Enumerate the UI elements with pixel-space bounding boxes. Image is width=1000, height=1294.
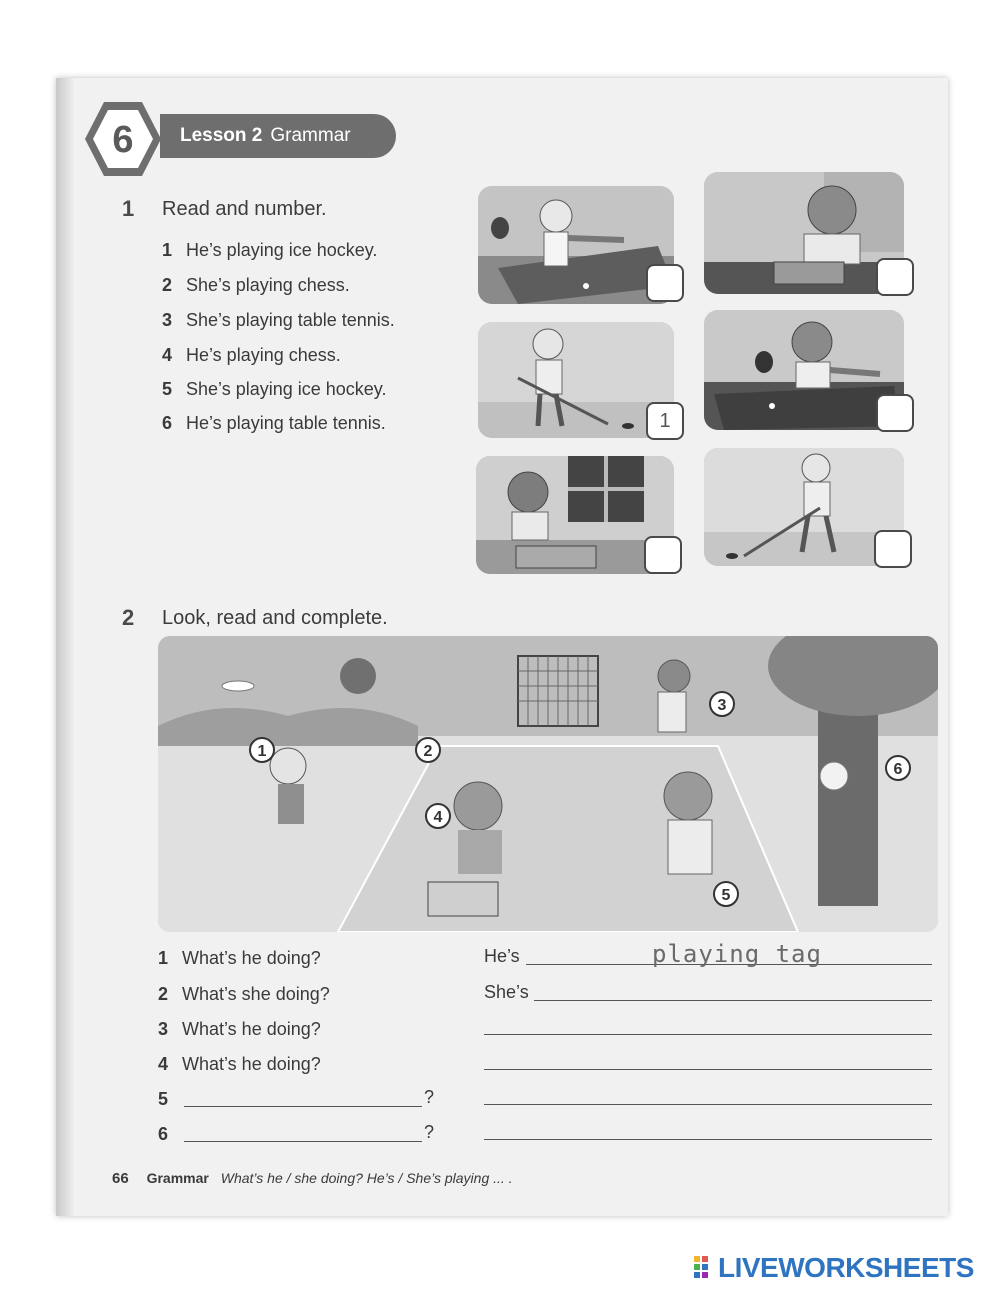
- ex2-question-number: 5: [158, 1089, 169, 1109]
- liveworksheets-logo: [694, 1252, 974, 1284]
- brand-name: LIVEWORKSHEETS: [718, 1252, 974, 1283]
- scene-marker: [424, 802, 452, 830]
- park-scene-illustration: [158, 636, 938, 932]
- ex1-item: 5 She’s playing ice hockey.: [162, 379, 387, 399]
- ex2-question: 3 What’s he doing?: [158, 1019, 321, 1039]
- handwritten-answer[interactable]: playing tag: [652, 940, 822, 968]
- ex2-question: 4 What’s he doing?: [158, 1054, 321, 1074]
- lesson-label: Lesson 2: [180, 125, 263, 146]
- picture-boy-table-tennis: [704, 310, 904, 430]
- svg-text:3: 3: [717, 697, 727, 714]
- answer-box[interactable]: [876, 394, 914, 432]
- answer-box[interactable]: 1: [646, 402, 684, 440]
- ex2-prefix: She’s: [484, 982, 529, 1002]
- ex1-item: 6 He’s playing table tennis.: [162, 413, 386, 433]
- answer-line[interactable]: [534, 1000, 932, 1001]
- scene-marker: [884, 754, 912, 782]
- scene-marker: [414, 736, 442, 764]
- ex1-item: 1 He’s playing ice hockey.: [162, 240, 378, 260]
- answer-line[interactable]: [484, 1034, 932, 1035]
- answer-box[interactable]: [874, 530, 912, 568]
- unit-number: 6: [112, 119, 134, 161]
- exercise-1-title: Read and number.: [162, 198, 327, 220]
- svg-text:4: 4: [433, 809, 443, 826]
- ex2-prefix: He’s: [484, 946, 520, 966]
- logo-grid-icon: [694, 1256, 716, 1280]
- question-line[interactable]: [184, 1106, 422, 1107]
- question-mark: ?: [424, 1087, 435, 1107]
- footer-sentence: What’s he / she doing? He’s / She’s playing ... .: [220, 1170, 513, 1186]
- ex1-item: 4 He’s playing chess.: [162, 345, 341, 365]
- answer-box[interactable]: [876, 258, 914, 296]
- picture-boy-ice-hockey: [478, 322, 674, 438]
- page-number: 66: [112, 1170, 129, 1187]
- footer-section: Grammar: [146, 1170, 209, 1186]
- svg-text:5: 5: [721, 887, 731, 904]
- scene-marker: [248, 736, 276, 764]
- ex2-question-number: 6: [158, 1124, 169, 1144]
- ex1-item: 2 She’s playing chess.: [162, 275, 350, 295]
- exercise-2-title: Look, read and complete.: [162, 607, 388, 629]
- answer-line[interactable]: [484, 1104, 932, 1105]
- ex2-question: 2 What’s she doing?: [158, 984, 330, 1004]
- picture-girl-table-tennis: [478, 186, 674, 304]
- svg-text:1: 1: [257, 743, 267, 760]
- exercise-2-number: 2: [122, 605, 135, 630]
- picture-boy-chess: [704, 172, 904, 294]
- question-line[interactable]: [184, 1141, 422, 1142]
- ex1-item: 3 She’s playing table tennis.: [162, 310, 395, 330]
- exercise-1-number: 1: [122, 196, 135, 221]
- unit-badge: [84, 100, 162, 178]
- scene-marker: [712, 880, 740, 908]
- answer-box[interactable]: [644, 536, 682, 574]
- lesson-header: [160, 114, 396, 158]
- svg-text:6: 6: [893, 761, 903, 778]
- page-binding-edge: [56, 78, 74, 1216]
- lesson-section: Grammar: [270, 125, 351, 146]
- answer-line[interactable]: [484, 1139, 932, 1140]
- answer-box[interactable]: [646, 264, 684, 302]
- page-footer: [112, 1170, 513, 1187]
- ex2-question: 1 What’s he doing?: [158, 948, 321, 968]
- answer-line[interactable]: [484, 1069, 932, 1070]
- svg-text:2: 2: [423, 743, 433, 760]
- scene-marker: [708, 690, 736, 718]
- question-mark: ?: [424, 1122, 435, 1142]
